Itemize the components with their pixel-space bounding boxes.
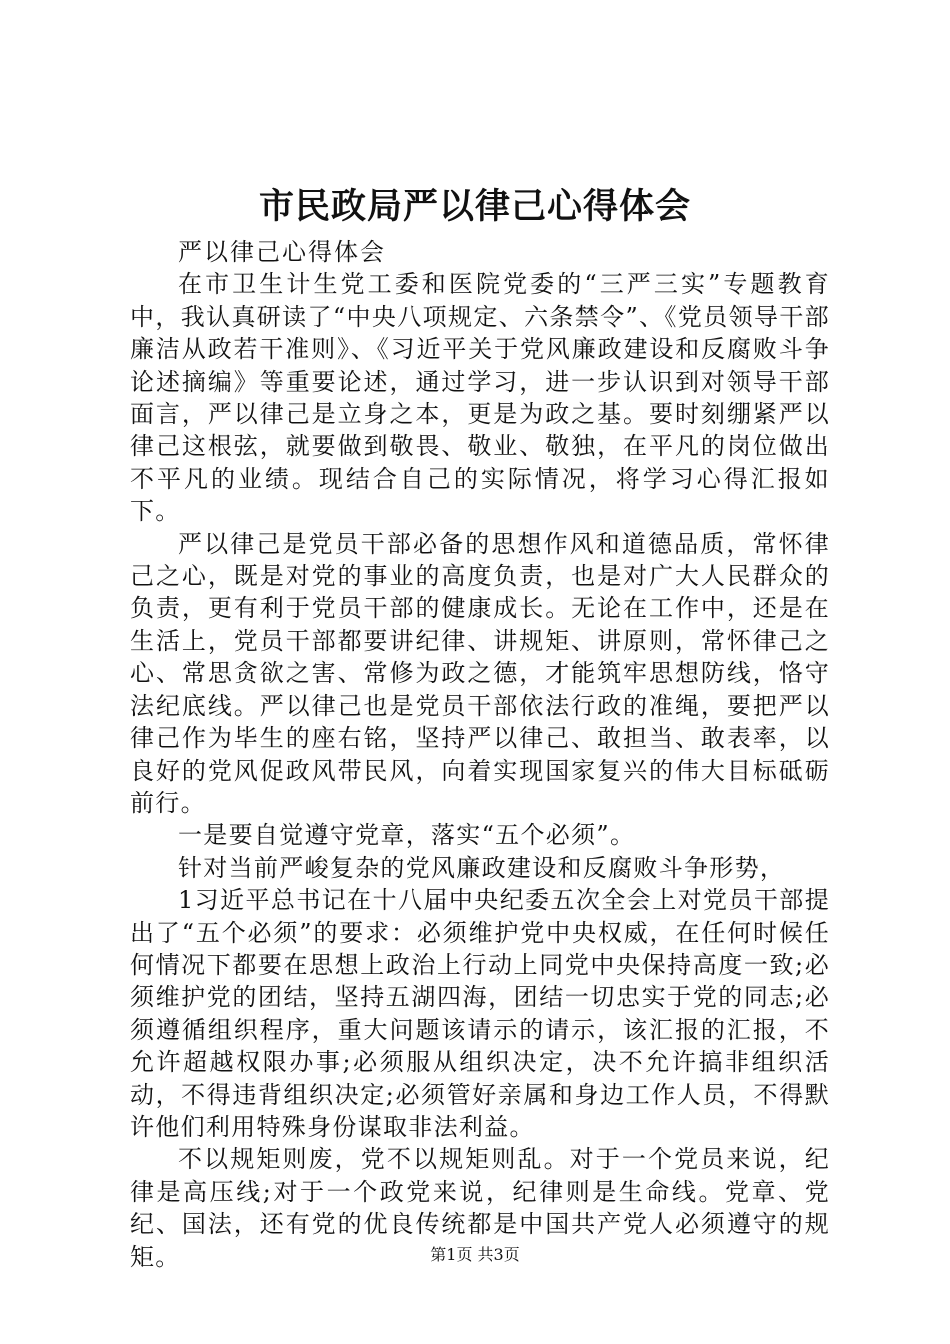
document-body — [130, 236, 830, 1273]
document-title: 市民政局严以律己心得体会 — [258, 186, 691, 227]
paragraph-subtitle: 严以律己心得体会 — [178, 238, 386, 266]
paragraph-point-one-heading: 一是要自觉遵守党章，落实“五个必须”。 — [178, 821, 636, 850]
paragraph-five-musts: 1习近平总书记在十八届中央纪委五次全会上对党员干部提出了“五个必须”的要求：必须维护党中央权威，在任何时候任何情况下都要在思想上政治上行动上同党中央保持高度一致;必须维护党的团结，坚持五湖四海，团结一切忠实于党的同志;必须遵循组织程序，重大问题该请示的请示，该汇报的汇报，不允许超越权限办事;必须服从组织决定，决不允许搞非组织活动，不得违背组织决定;必须管好亲属和身边工作人员，不得默许他们利用特殊身份谋取非法利益。 — [130, 886, 830, 1141]
page-number-footer: 第1页 共3页 — [430, 1245, 520, 1264]
paragraph-situation: 针对当前严峻复杂的党风廉政建设和反腐败斗争形势， — [178, 853, 786, 882]
paragraph-intro: 在市卫生计生党工委和医院党委的“三严三实”专题教育中，我认真研读了“中央八项规定、六条禁令”、《党员领导干部廉洁从政若干准则》、《习近平关于党风廉政建设和反腐败斗争论述摘编》等重要论述，通过学习，进一步认识到对领导干部面言，严以律己是立身之本，更是为政之基。要时刻绷紧严以律己这根弦，就要做到敬畏、敬业、敬独，在平凡的岗位做出不平凡的业绩。现结合自己的实际情况，将学习心得汇报如下。 — [130, 270, 830, 526]
paragraph-rules: 不以规矩则废，党不以规矩则乱。对于一个党员来说，纪律是高压线;对于一个政党来说，纪律则是生命线。党章、党纪、国法，还有党的优良传统都是中国共产党人必须遵守的规矩。 — [130, 1145, 830, 1271]
paragraph-self-discipline: 严以律己是党员干部必备的思想作风和道德品质，常怀律己之心，既是对党的事业的高度负责，也是对广大人民群众的负责，更有利于党员干部的健康成长。无论在工作中，还是在生活上，党员干部都要讲纪律、讲规矩、讲原则，常怀律己之心、常思贪欲之害、常修为政之德，才能筑牢思想防线，恪守法纪底线。严以律己也是党员干部依法行政的准绳，要把严以律己作为毕生的座右铭，坚持严以律己、敢担当、敢表率，以良好的党风促政风带民风，向着实现国家复兴的伟大目标砥砺前行。 — [130, 529, 830, 817]
